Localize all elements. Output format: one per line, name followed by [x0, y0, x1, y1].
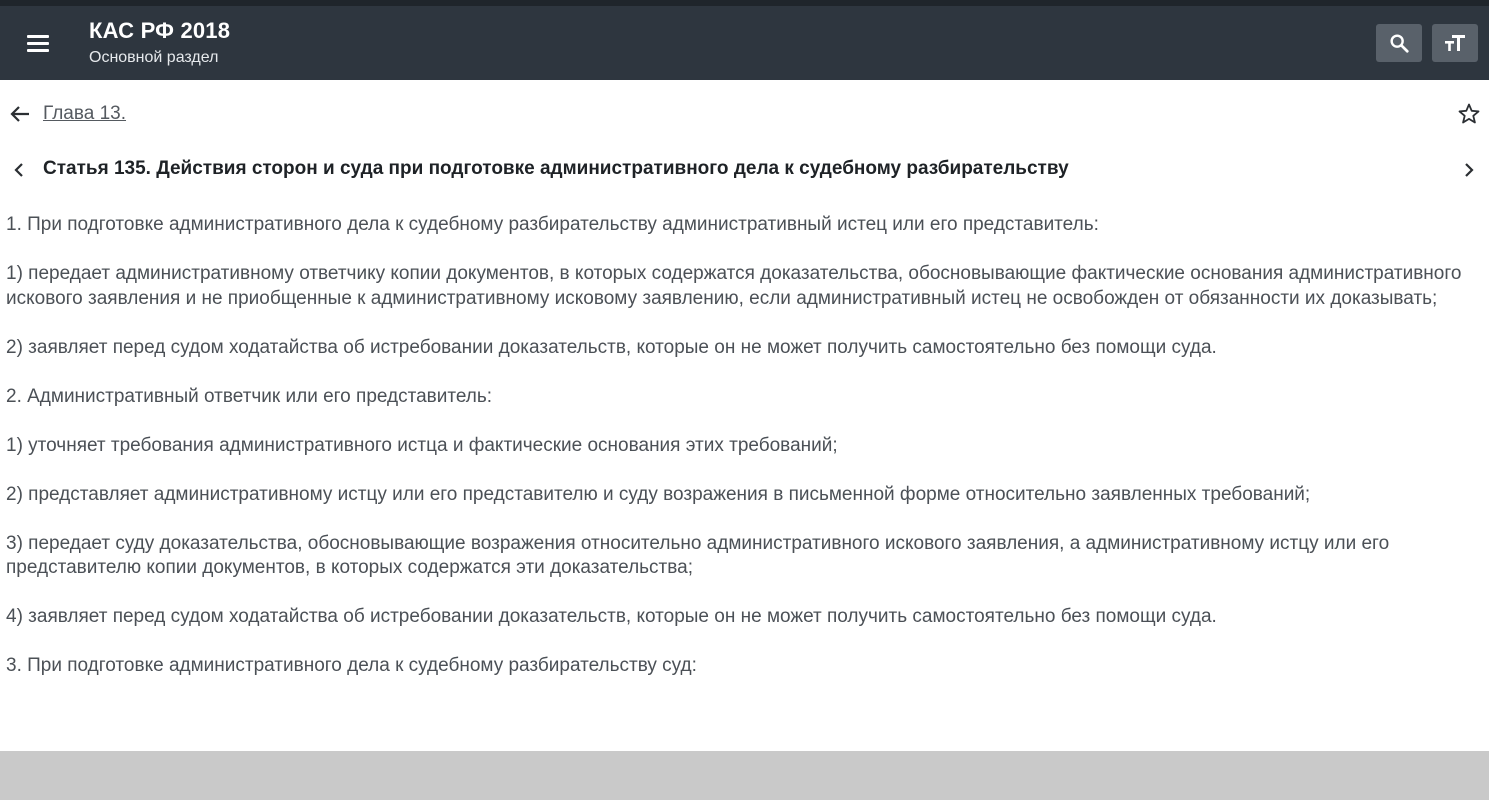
app-bar — [0, 6, 1489, 80]
arrow-left-icon — [9, 104, 31, 124]
article-paragraph: 1) уточняет требования административного истца и фактические основания этих требований; — [6, 434, 838, 456]
menu-icon — [27, 35, 49, 38]
article-paragraph: 4) заявляет перед судом ходатайства об истребовании доказательств, которые он не может получить самостоятельно без помощи суда. — [6, 606, 1217, 627]
text-size-button[interactable] — [1432, 24, 1478, 62]
article-nav — [0, 150, 1489, 190]
article-paragraph: 3. При подготовке административного дела к судебному разбирательству суд: — [6, 655, 697, 676]
text-size-icon — [1443, 32, 1467, 54]
previous-article-button[interactable] — [5, 156, 33, 184]
menu-icon-bar — [27, 42, 49, 45]
menu-icon-bar — [27, 49, 49, 52]
next-article-button[interactable] — [1455, 156, 1483, 184]
article-title: Статья 135. Действия сторон и суда при подготовке административного дела к судебному разбирательству — [43, 158, 1069, 179]
favorite-button[interactable] — [1455, 100, 1483, 128]
article-paragraph: 2. Административный ответчик или его представитель: — [6, 385, 493, 407]
star-outline-icon — [1457, 102, 1481, 126]
chevron-left-icon — [12, 161, 26, 179]
back-button[interactable] — [6, 100, 34, 128]
bottom-area — [0, 751, 1489, 800]
article-body — [6, 213, 1476, 703]
chevron-right-icon — [1462, 161, 1476, 179]
menu-button[interactable] — [16, 24, 60, 62]
article-paragraph: 2) заявляет перед судом ходатайства об истребовании доказательств, которые он не может получить самостоятельно без помощи суда. — [6, 336, 1217, 358]
search-icon — [1388, 32, 1410, 54]
chapter-link[interactable]: Глава 13. — [43, 103, 127, 124]
article-paragraph: 1. При подготовке административного дела к судебному разбирательству административный истец или его представитель: — [6, 214, 1099, 235]
article-paragraph: 3) передает суду доказательства, обосновывающие возражения относительно административного искового заявления, а административному истцу или его представителю копии документов, в которых содержатся эти доказательства; — [6, 532, 1390, 578]
search-button[interactable] — [1376, 24, 1422, 62]
app-subtitle: Основной раздел — [89, 49, 219, 66]
chapter-nav — [0, 92, 1489, 136]
article-paragraph: 2) представляет административному истцу или его представителю и суду возражения в письменной форме относительно заявленных требований; — [6, 483, 1311, 505]
article-paragraph: 1) передает административному ответчику копии документов, в которых содержатся доказательства, обосновывающие фактические основания административного искового заявления и не приобщенные к административному исковому заявлению, если административный истец не освобожден от обязанности их доказывать; — [6, 263, 1462, 309]
app-title: КАС РФ 2018 — [89, 18, 231, 43]
